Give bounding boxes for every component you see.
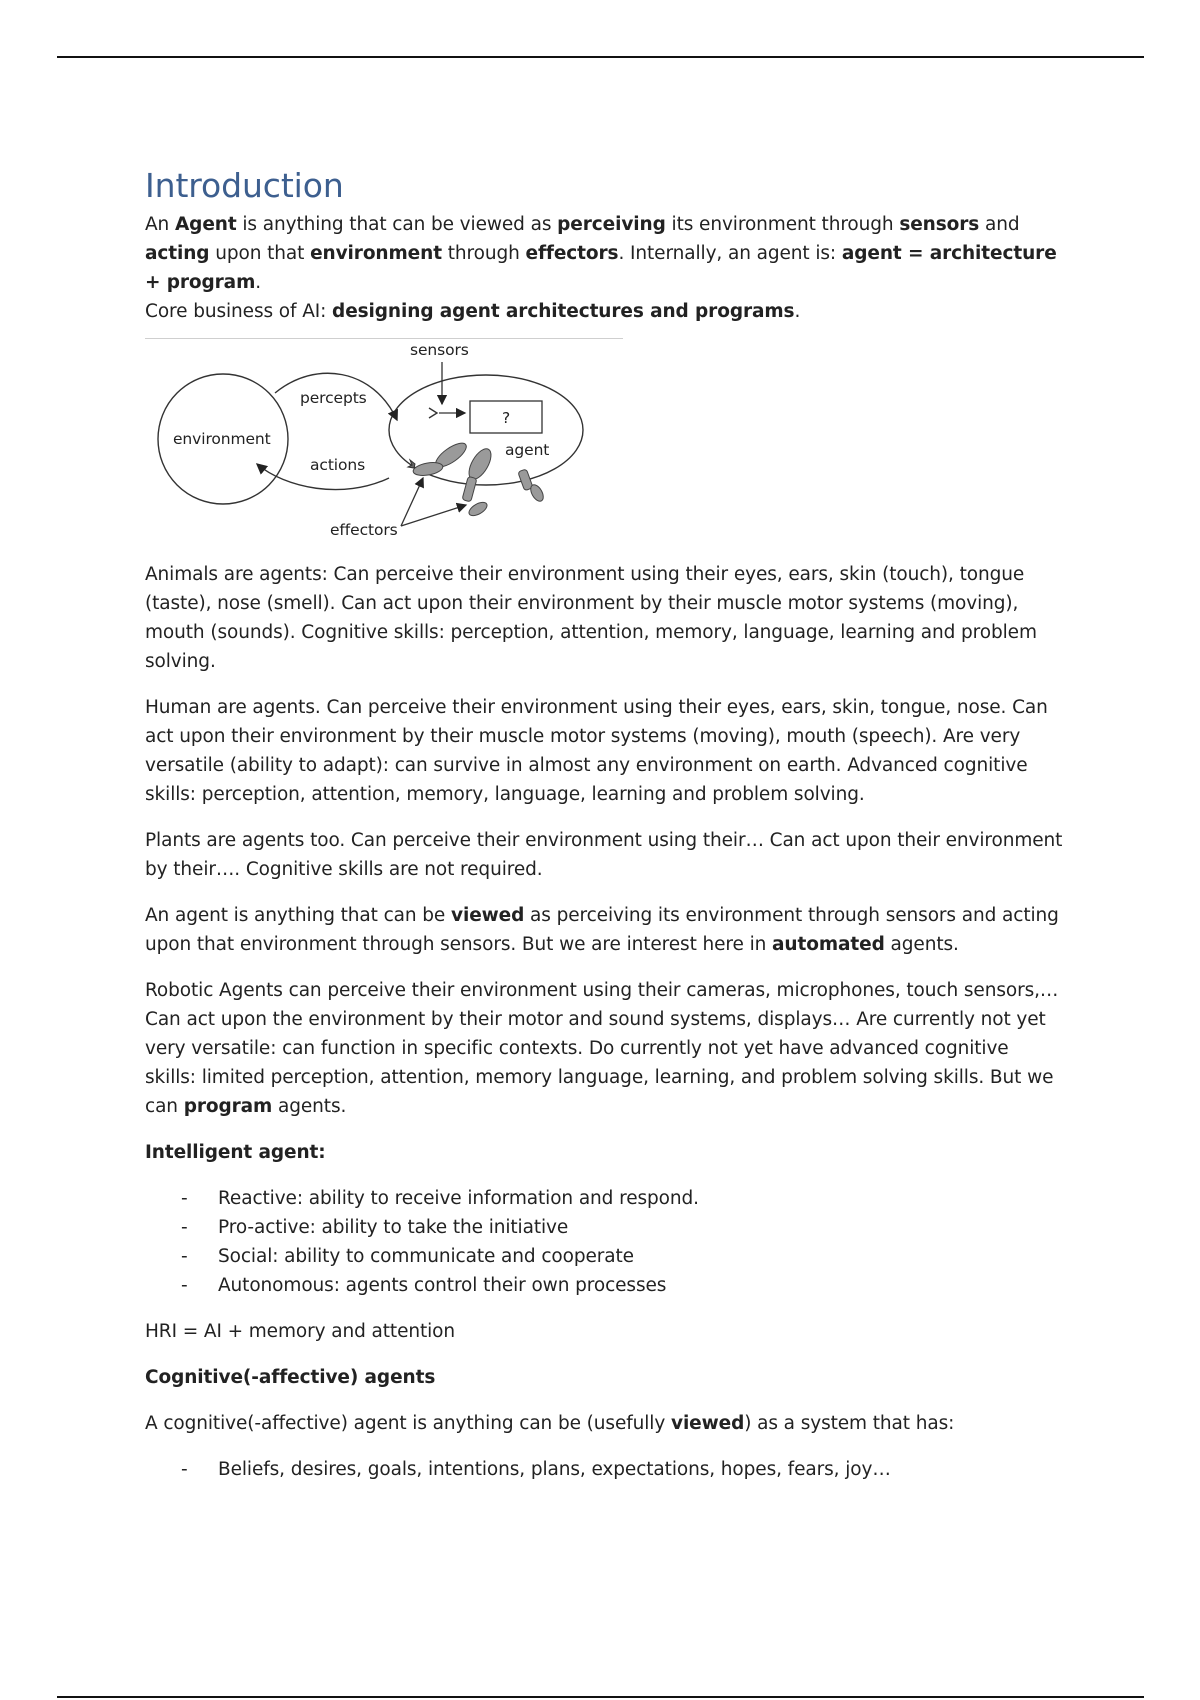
label-percepts: percepts xyxy=(300,389,367,407)
robotic-paragraph: Robotic Agents can perceive their environment using their cameras, microphones, touch sensors,… Can act upon the environment by their motor and sound systems, displays… Are currently not yet very versatile: can function in specific contexts. Do currently not yet have advanced cognitive skills: limited perception, attention, memory language, learning, and problem solving skills. But we can program agents. xyxy=(145,980,1059,1117)
animals-paragraph: Animals are agents: Can perceive their environment using their eyes, ears, skin (touch), tongue (taste), nose (smell). Can act upon their environment by their muscle motor systems (moving), mouth (sounds). Cognitive skills: perception, attention, memory, language, learning and problem solving. xyxy=(145,564,1037,672)
dash-marker: - xyxy=(181,1459,188,1480)
label-effectors: effectors xyxy=(330,521,398,539)
list-item: - Beliefs, desires, goals, intentions, plans, expectations, hopes, fears, joy… xyxy=(145,1455,1065,1484)
agent-environment-diagram xyxy=(145,338,623,542)
label-question: ? xyxy=(502,409,511,427)
document-body xyxy=(145,164,1065,1501)
cognitive-agents-heading: Cognitive(-affective) agents xyxy=(145,1367,436,1388)
sensor-icon xyxy=(429,408,437,418)
dash-marker: - xyxy=(181,1275,188,1296)
label-actions: actions xyxy=(310,456,366,474)
cognitive-intro: A cognitive(-affective) agent is anything can be (usefully viewed) as a system that has: xyxy=(145,1413,955,1434)
dash-marker: - xyxy=(181,1246,188,1267)
intro-paragraph: An Agent is anything that can be viewed as perceiving its environment through sensors and acting upon that environment through effectors. Internally, an agent is: agent = architecture + program. xyxy=(145,214,1057,293)
list-item: - Reactive: ability to receive information and respond. xyxy=(145,1184,1065,1213)
list-item: - Social: ability to communicate and cooperate xyxy=(145,1242,1065,1271)
header-rule xyxy=(57,56,1144,58)
footer-rule xyxy=(57,1696,1144,1698)
label-environment: environment xyxy=(173,430,271,448)
list-item: - Pro-active: ability to take the initiative xyxy=(145,1213,1065,1242)
humans-paragraph: Human are agents. Can perceive their environment using their eyes, ears, skin, tongue, nose. Can act upon their environment by their muscle motor systems (moving), mouth (speech). Are very versatile (ability to adapt): can survive in almost any environment on earth. Advanced cognitive skills: perception, attention, memory, language, learning and problem solving. xyxy=(145,697,1048,805)
diagram-svg xyxy=(145,338,623,542)
cognitive-agent-list xyxy=(145,1455,1065,1484)
dash-marker: - xyxy=(181,1188,188,1209)
label-sensors: sensors xyxy=(410,341,469,359)
section-title: Introduction xyxy=(145,166,344,205)
intelligent-agent-heading: Intelligent agent: xyxy=(145,1142,326,1163)
effectors-pointer-2 xyxy=(401,505,466,526)
dash-marker: - xyxy=(181,1217,188,1238)
core-business-line: Core business of AI: designing agent architectures and programs. xyxy=(145,301,801,322)
effectors-pointer-1 xyxy=(401,478,423,526)
plants-paragraph: Plants are agents too. Can perceive their environment using their… Can act upon their environment by their…. Cognitive skills are not required. xyxy=(145,830,1063,880)
label-agent: agent xyxy=(505,441,550,459)
hri-line: HRI = AI + memory and attention xyxy=(145,1321,456,1342)
list-item: - Autonomous: agents control their own processes xyxy=(145,1271,1065,1300)
viewed-paragraph: An agent is anything that can be viewed as perceiving its environment through sensors and acting upon that environment through sensors. But we are interest here in automated agents. xyxy=(145,905,1059,955)
intelligent-agent-list xyxy=(145,1184,1065,1300)
